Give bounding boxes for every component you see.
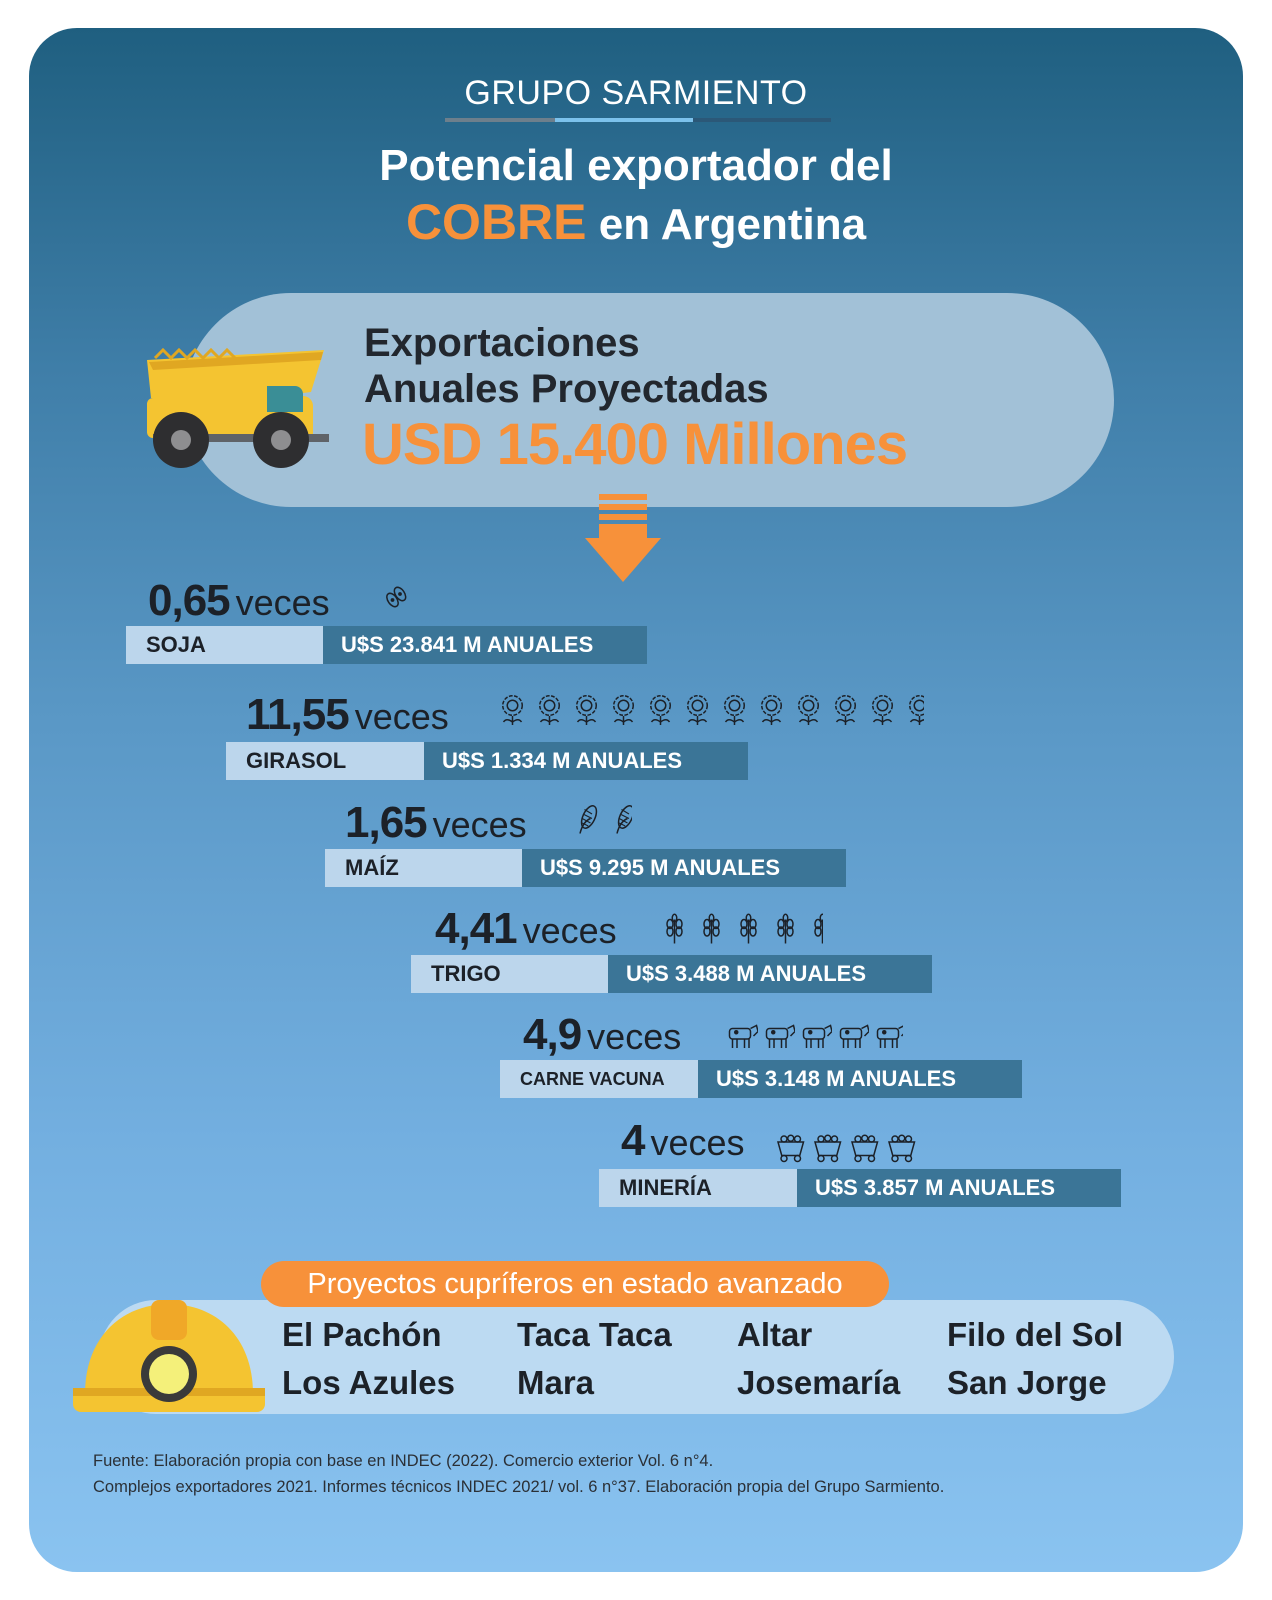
wheat-icon-row (661, 908, 823, 952)
comparison-girasol-multiplier (246, 690, 449, 740)
multiplier-unit: veces (650, 1122, 745, 1163)
project-name: Mara (517, 1364, 595, 1401)
corn-icon-row (574, 798, 632, 842)
miner-helmet-icon (69, 1296, 269, 1420)
comparison-carne-value: U$S 3.148 M ANUALES (698, 1060, 1022, 1098)
project-name: Taca Taca (517, 1316, 672, 1353)
sunflower-icon-row (499, 688, 924, 732)
sunflower-icon (610, 688, 643, 732)
wheat-icon (809, 908, 823, 952)
project-name: Altar (737, 1316, 813, 1353)
comparison-mineria-value: U$S 3.857 M ANUALES (797, 1169, 1121, 1207)
mine-cart-icon (775, 1126, 808, 1170)
brand-underline-left (445, 118, 555, 122)
infographic-card (29, 28, 1243, 1572)
sunflower-icon (499, 688, 532, 732)
project-name: Filo del Sol (947, 1316, 1124, 1353)
project-name: San Jorge (947, 1364, 1107, 1401)
projects-title: Proyectos cupríferos en estado avanzado (261, 1261, 889, 1307)
multiplier-unit: veces (235, 582, 330, 623)
sunflower-icon (906, 688, 924, 732)
comparison-trigo-multiplier (435, 904, 617, 954)
comparison-mineria-multiplier (621, 1116, 745, 1166)
source-line-1: Fuente: Elaboración propia con base en INDEC (2022). Comercio exterior Vol. 6 n°4. (93, 1452, 714, 1470)
comparison-trigo-label: TRIGO (411, 955, 608, 993)
soybean-icon-row (382, 578, 415, 622)
mine-cart-icon (886, 1126, 919, 1170)
projection-label (364, 320, 769, 412)
wheat-icon (772, 908, 805, 952)
sunflower-icon (832, 688, 865, 732)
wheat-icon (661, 908, 694, 952)
title-line-2 (29, 194, 1243, 253)
cow-icon (799, 1014, 832, 1058)
comparison-soja-value: U$S 23.841 M ANUALES (323, 626, 647, 664)
comparison-maiz-value: U$S 9.295 M ANUALES (522, 849, 846, 887)
sunflower-icon (573, 688, 606, 732)
dump-truck-icon (139, 318, 339, 478)
project-name: Josemaría (737, 1364, 901, 1401)
projection-label-line-2: Anuales Proyectadas (364, 367, 769, 411)
cow-icon-row (725, 1014, 903, 1058)
comparison-trigo-value: U$S 3.488 M ANUALES (608, 955, 932, 993)
source-line-2: Complejos exportadores 2021. Informes técnicos INDEC 2021/ vol. 6 n°37. Elaboración propia del Grupo Sarmiento. (93, 1478, 945, 1496)
cow-icon (725, 1014, 758, 1058)
project-name: El Pachón (282, 1316, 442, 1353)
sunflower-icon (536, 688, 569, 732)
comparison-carne-label: CARNE VACUNA (500, 1060, 698, 1098)
projection-value: USD 15.400 Millones (362, 412, 908, 477)
mine-cart-icon (812, 1126, 845, 1170)
comparison-carne-multiplier (523, 1010, 681, 1060)
multiplier-unit: veces (432, 804, 527, 845)
comparison-girasol-label: GIRASOL (226, 742, 424, 780)
multiplier-value: 0,65 (148, 576, 230, 625)
multiplier-value: 11,55 (246, 690, 349, 739)
sunflower-icon (795, 688, 828, 732)
multiplier-value: 4 (621, 1116, 645, 1165)
sunflower-icon (647, 688, 680, 732)
wheat-icon (735, 908, 768, 952)
corn-icon (611, 798, 632, 842)
brand-underline-right (693, 118, 831, 122)
arrow-down-icon (585, 494, 661, 584)
project-name: Los Azules (282, 1364, 455, 1401)
comparison-maiz-label: MAÍZ (325, 849, 522, 887)
sunflower-icon (869, 688, 902, 732)
mine-cart-icon (849, 1126, 882, 1170)
title-line-1: Potencial exportador del (379, 141, 893, 190)
brand-name: GRUPO SARMIENTO (464, 74, 808, 112)
soybean-icon (382, 578, 415, 622)
comparison-soja-multiplier (148, 576, 330, 626)
cow-icon (836, 1014, 869, 1058)
multiplier-value: 1,65 (345, 798, 427, 847)
multiplier-value: 4,41 (435, 904, 517, 953)
multiplier-unit: veces (522, 910, 617, 951)
mine-cart-icon-row (775, 1126, 919, 1170)
sunflower-icon (684, 688, 717, 732)
corn-icon (574, 798, 607, 842)
cow-icon (873, 1014, 903, 1058)
comparison-girasol-value: U$S 1.334 M ANUALES (424, 742, 748, 780)
multiplier-unit: veces (587, 1016, 682, 1057)
sunflower-icon (721, 688, 754, 732)
source-note (93, 1448, 944, 1500)
title-line-2-rest: en Argentina (586, 200, 867, 249)
wheat-icon (698, 908, 731, 952)
multiplier-unit: veces (354, 696, 449, 737)
brand-underline-center (555, 118, 693, 122)
comparison-soja-label: SOJA (126, 626, 323, 664)
comparison-maiz-multiplier (345, 798, 527, 848)
projection-label-line-1: Exportaciones (364, 321, 640, 365)
title-accent: COBRE (405, 194, 587, 250)
sunflower-icon (758, 688, 791, 732)
cow-icon (762, 1014, 795, 1058)
multiplier-value: 4,9 (523, 1010, 582, 1059)
comparison-mineria-label: MINERÍA (599, 1169, 797, 1207)
page-title (29, 138, 1243, 253)
